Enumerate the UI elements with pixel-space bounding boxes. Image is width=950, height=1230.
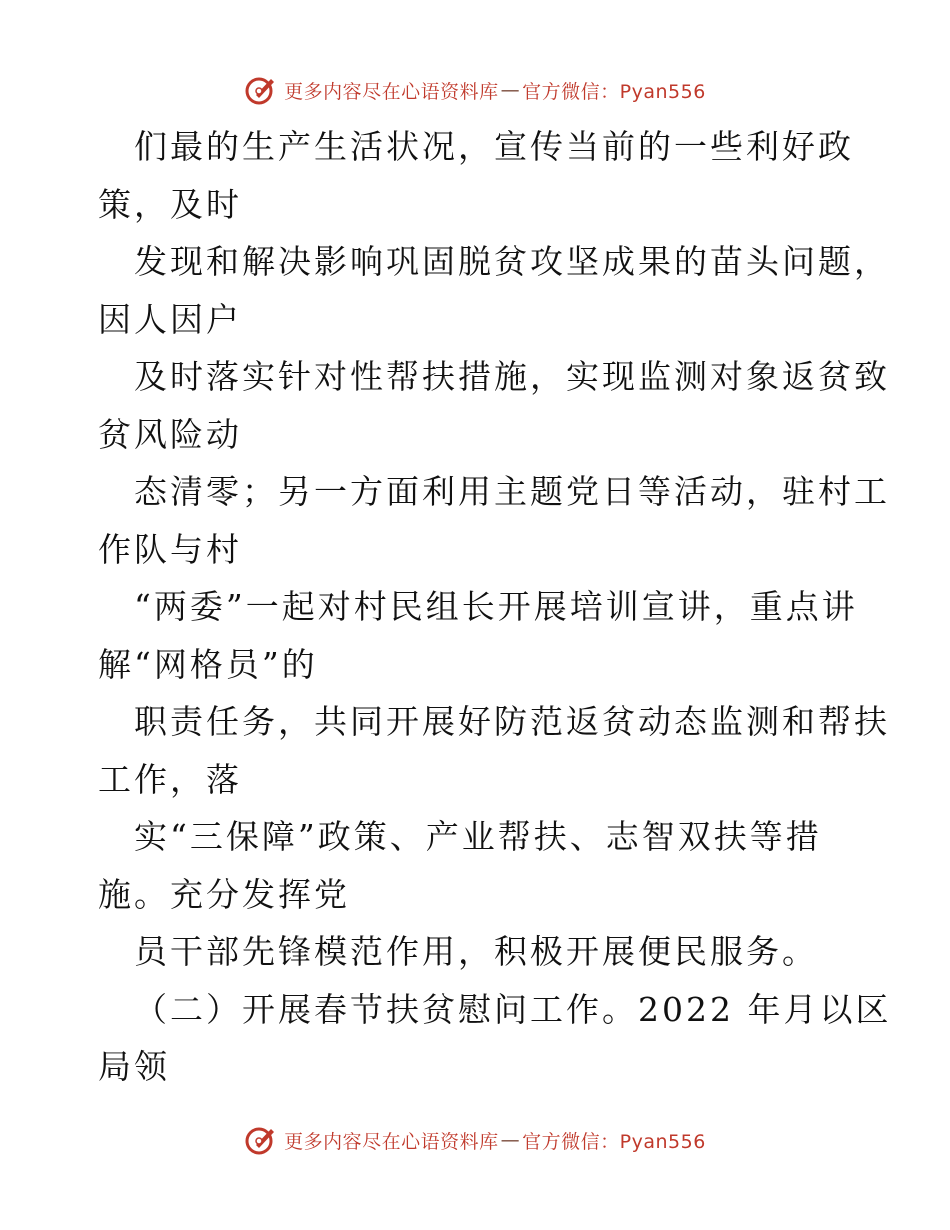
paragraph-line: 解“网格员”的 (98, 644, 318, 684)
watermark-footer (0, 1120, 950, 1160)
watermark-separator: — (500, 79, 521, 101)
paragraph-line: 态清零；另一方面利用主题党日等活动，驻村工 (134, 472, 890, 511)
paragraph-line: “两委”一起对村民组长开展培训宣讲，重点讲 (134, 587, 858, 626)
paragraph-line: 们最的生产生活状况，宣传当前的一些利好政 (134, 127, 854, 166)
paragraph-line: 贫风险动 (98, 414, 242, 454)
document-body (98, 118, 892, 1096)
paragraph-line: （二）开展春节扶贫慰问工作。2022 年月以区 (134, 989, 892, 1029)
paragraph-line: 因人因户 (98, 299, 242, 339)
paragraph-line: 实“三保障”政策、产业帮扶、志智双扶等措 (134, 817, 822, 856)
paragraph-line: 施。充分发挥党 (98, 874, 350, 914)
paragraph-line: 职责任务，共同开展好防范返贫动态监测和帮扶 (134, 702, 890, 741)
paragraph-line: 局领 (98, 1047, 170, 1086)
watermark-wechat-text: 官方微信：Pyan556 (522, 80, 706, 103)
watermark-site-text: 更多内容尽在心语资料库 (284, 1130, 499, 1153)
watermark-site-text: 更多内容尽在心语资料库 (284, 80, 499, 103)
paragraph-line: 工作，落 (98, 759, 242, 799)
watermark-separator: — (500, 1129, 521, 1151)
watermark-wechat-text: 官方微信：Pyan556 (522, 1130, 706, 1153)
paragraph-line: 发现和解决影响巩固脱贫攻坚成果的苗头问题， (134, 242, 890, 281)
pen-logo-icon (244, 1123, 278, 1157)
paragraph-line: 及时落实针对性帮扶措施，实现监测对象返贫致 (134, 357, 890, 396)
watermark-header (0, 70, 950, 110)
paragraph-line: 作队与村 (98, 529, 242, 569)
paragraph-line: 策，及时 (98, 184, 242, 224)
pen-logo-icon (244, 73, 278, 107)
paragraph-line: 员干部先锋模范作用，积极开展便民服务。 (134, 932, 818, 971)
